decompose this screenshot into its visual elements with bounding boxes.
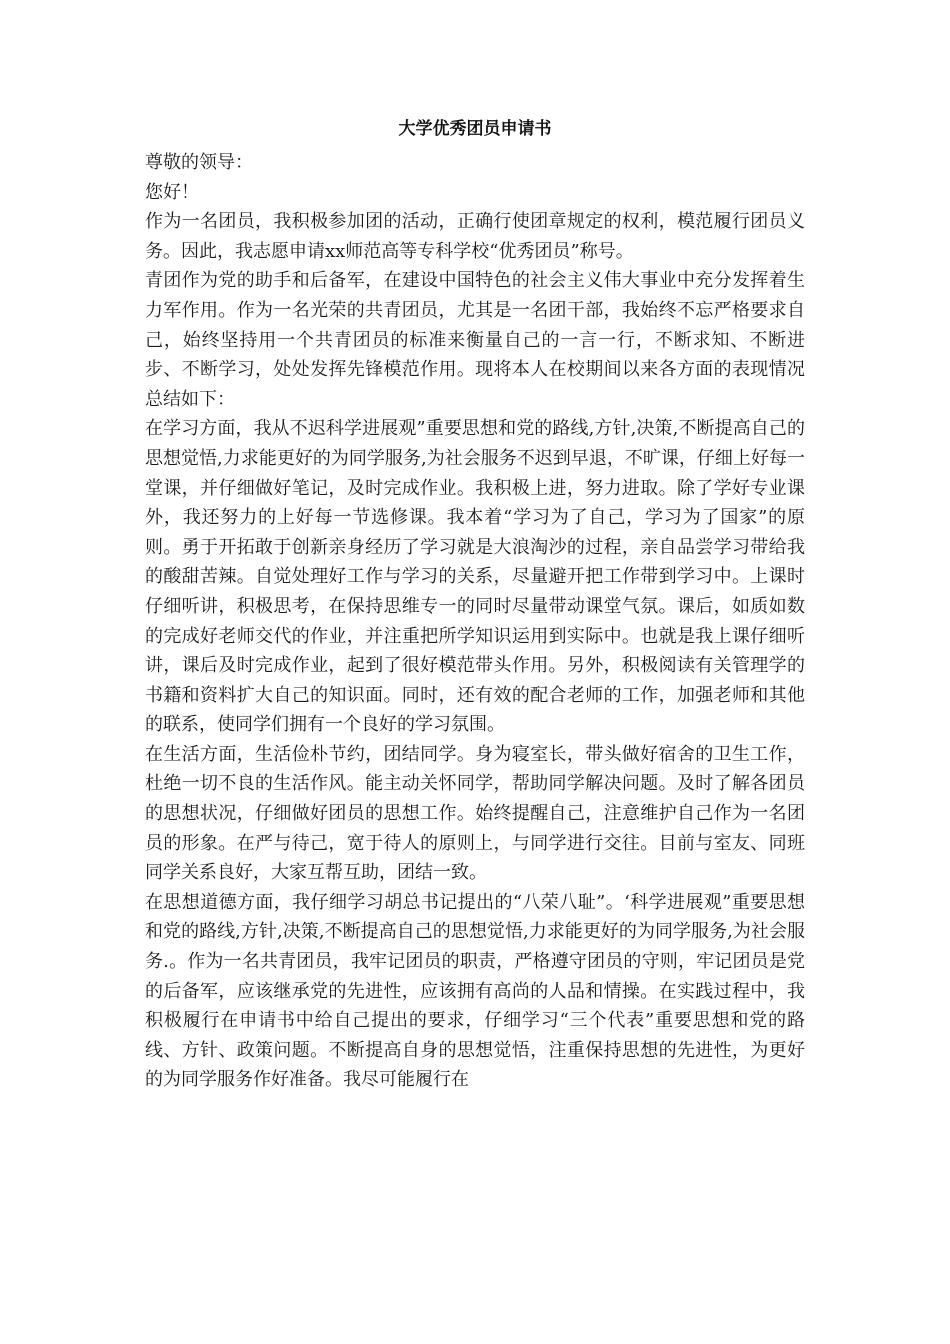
- paragraph-intro: 作为一名团员，我积极参加团的活动，正确行使团章规定的权利，模范履行团员义务。因此，我志愿申请xx师范高等专科学校“优秀团员”称号。: [145, 211, 805, 262]
- paragraph-life: 在生活方面，生活俭朴节约，团结同学。身为寝室长，带头做好宿舍的卫生工作，杜绝一切不良的生活作风。能主动关怀同学，帮助同学解决问题。及时了解各团员的思想状况，仔细做好团员的思想工作。始终提醒自己，注意维护自己作为一名团员的形象。在严与待己，宽于待人的原则上，与同学进行交往。目前与室友、同班同学关系良好，大家互帮互助，团结一致。: [145, 743, 805, 884]
- paragraph-ideology: 在思想道德方面，我仔细学习胡总书记提出的“八荣八耻”。‘科学进展观”重要思想和党的路线,方针,决策,不断提高自己的思想觉悟,力求能更好的为同学服务,为社会服务.。作为一名共青团员，我牢记团员的职责，严格遵守团员的守则，牢记团员是党的后备军，应该继承党的先进性，应该拥有高尚的人品和情操。在实践过程中，我积极履行在申请书中给自己提出的要求，仔细学习“三个代表”重要思想和党的路线、方针、政策问题。不断提高自身的思想觉悟，注重保持思想的先进性，为更好的为同学服务作好准备。我尽可能履行在: [145, 891, 805, 1091]
- document-body: [145, 148, 805, 1095]
- document-title: 大学优秀团员申请书: [398, 119, 552, 139]
- paragraph-study: 在学习方面，我从不迟科学进展观”重要思想和党的路线,方针,决策,不断提高自己的思想觉悟,力求能更好的为同学服务,为社会服务不迟到早退，不旷课，仔细上好每一堂课，并仔细做好笔记，及时完成作业。我积极上进，努力进取。除了学好专业课外，我还努力的上好每一节选修课。我本着“学习为了自己，学习为了国家”的原则。勇于开拓敢于创新亲身经历了学习就是大浪淘沙的过程，亲自品尝学习带给我的酸甜苦辣。自觉处理好工作与学习的关系，尽量避开把工作带到学习中。上课时仔细听讲，积极思考，在保持思维专一的同时尽量带动课堂气氛。课后，如质如数的完成好老师交代的作业，并注重把所学知识运用到实际中。也就是我上课仔细听讲，课后及时完成作业，起到了很好模范带头作用。另外，积极阅读有关管理学的书籍和资料扩大自己的知识面。同时，还有效的配合老师的工作，加强老师和其他的联系，使同学们拥有一个良好的学习氛围。: [145, 418, 805, 736]
- paragraph-background: 青团作为党的助手和后备军，在建设中国特色的社会主义伟大事业中充分发挥着生力军作用。作为一名光荣的共青团员，尤其是一名团干部，我始终不忘严格要求自己，始终坚持用一个共青团员的标准来衡量自己的一言一行，不断求知、不断进步、不断学习，处处发挥先锋模范作用。现将本人在校期间以来各方面的表现情况总结如下：: [145, 270, 805, 410]
- salutation: 尊敬的领导：: [145, 152, 253, 173]
- greeting: 您好！: [145, 181, 199, 203]
